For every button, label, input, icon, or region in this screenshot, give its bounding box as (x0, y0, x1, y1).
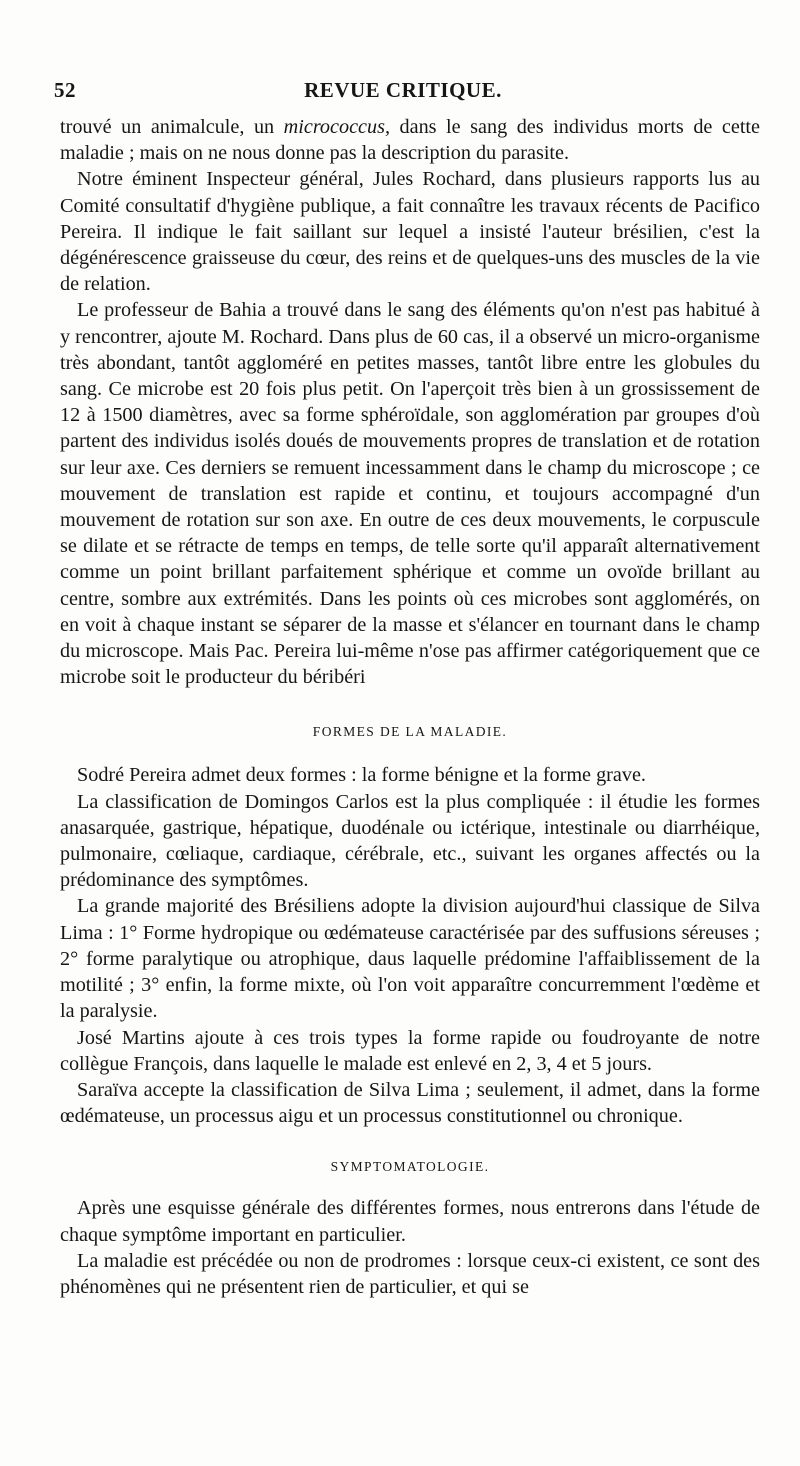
paragraph: Saraïva accepte la classification de Silva Lima ; seulement, il admet, dans la forme œdémateuse, un processus aigu et un processus constitutionnel ou chronique. (60, 1078, 760, 1128)
paragraph: trouvé un animalcule, un micrococcus, dans le sang des individus morts de cette maladie ; mais on ne nous donne pas la description du parasite. (60, 116, 760, 165)
section-heading: SYMPTOMATOLOGIE. (330, 1159, 490, 1175)
page-number: 52 (54, 78, 76, 102)
paragraph: Notre éminent Inspecteur général, Jules Rochard, dans plusieurs rapports lus au Comité consultatif d'hygiène publique, a fait connaître les travaux récents de Pacifico Pereira. Il indique le fait saillant sur lequel a insisté l'auteur brésilien, c'est la dégénérescence graisseuse du cœur, des reins et de quelques-uns des muscles de la vie de relation. (60, 168, 760, 296)
emphasis: micrococcus, (283, 116, 390, 138)
paragraph: La grande majorité des Brésiliens adopte la division aujourd'hui classique de Silva Lima : 1° Forme hydropique ou œdémateuse caractérisée par des suffusions séreuses ; 2° forme paralytique ou atrophique, daus laquelle prédomine l'affaiblissement de la motilité ; 3° enfin, la forme mixte, où l'on voit apparaître concurremment l'œdème et la paralysie. (60, 895, 760, 1023)
paragraph: La maladie est précédée ou non de prodromes : lorsque ceux-ci existent, ce sont des phénomènes qui ne présentent rien de particulier, et qui se (60, 1249, 760, 1298)
paragraph: Sodré Pereira admet deux formes : la forme bénigne et la forme grave. (77, 764, 646, 787)
body-text (60, 114, 760, 1300)
running-header (46, 78, 760, 108)
paragraph: José Martins ajoute à ces trois types la forme rapide ou foudroyante de notre collègue François, dans laquelle le malade est enlevé en 2, 3, 4 et 5 jours. (60, 1026, 760, 1075)
paragraph: Le professeur de Bahia a trouvé dans le sang des éléments qu'on n'est pas habitué à y rencontrer, ajoute M. Rochard. Dans plus de 60 cas, il a observé un micro-organisme très abondant, tantôt aggloméré en petites masses, tantôt libre entre les globules du sang. Ce microbe est 20 fois plus petit. On l'aperçoit très bien à un grossissement de 12 à 1500 diamètres, avec sa forme sphéroïdale, son agglomération par groupes d'où partent des individus isolés doués de mouvements propres de translation et de rotation sur leur axe. Ces derniers se remuent incessamment dans le champ du microscope ; ce mouvement de translation est rapide et continu, et toujours accompagné d'un mouvement de rotation sur son axe. En outre de ces deux mouvements, le corpuscule se dilate et se rétracte de temps en temps, de telle sorte qu'il apparaît alternativement comme un point brillant parfaitement sphérique et comme un ovoïde brillant au centre, sombre aux extrémités. Dans les points où ces microbes sont agglomérés, on en voit à chaque instant se séparer de la masse et s'élancer en tournant dans le champ du microscope. Mais Pac. Pereira lui-même n'ose pas affirmer catégoriquement que ce microbe soit le producteur du béribéri (60, 299, 760, 689)
paragraph: La classification de Domingos Carlos est la plus compliquée : il étudie les formes anasarquée, gastrique, hépatique, duodénale ou ictérique, intestinale ou diarrhéique, pulmonaire, cœliaque, cardiaque, cérébrale, etc., suivant les organes affectés ou la prédominance des symptômes. (60, 790, 760, 892)
paragraph: Après une esquisse générale des différentes formes, nous entrerons dans l'étude de chaque symptôme important en particulier. (60, 1197, 760, 1246)
section-heading: FORMES DE LA MALADIE. (312, 724, 508, 740)
running-title: REVUE CRITIQUE. (304, 78, 502, 102)
